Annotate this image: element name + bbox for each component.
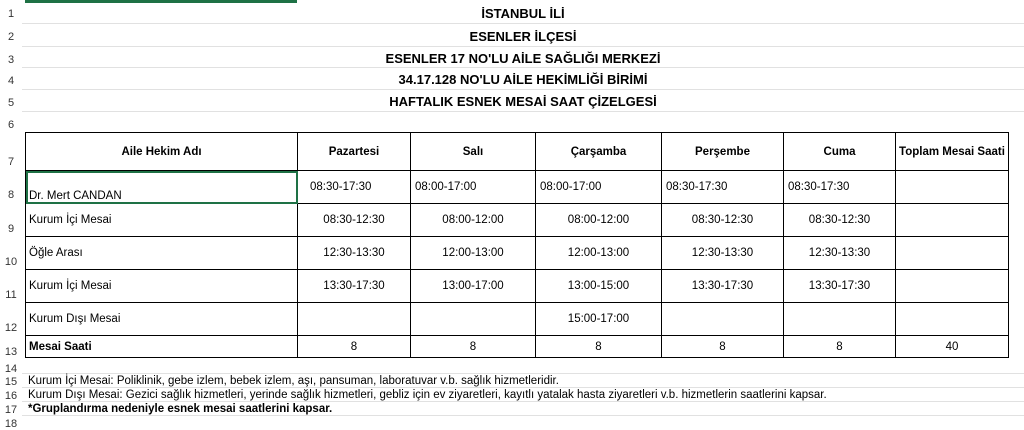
row-number[interactable]: 11: [5, 289, 17, 301]
header-friday[interactable]: Cuma: [784, 133, 896, 171]
table-row: [26, 303, 1009, 336]
table-cell[interactable]: 08:30-17:30: [662, 171, 784, 204]
title-district[interactable]: ESENLER İLÇESİ: [469, 29, 577, 44]
table-cell[interactable]: 13:00-17:00: [411, 270, 536, 303]
table-cell[interactable]: [896, 270, 1009, 303]
table-cell[interactable]: 8: [298, 336, 411, 358]
row-number[interactable]: 16: [4, 390, 18, 402]
row-number[interactable]: 2: [7, 31, 15, 43]
selection-highlight: [25, 0, 297, 3]
table-cell[interactable]: [662, 303, 784, 336]
table-cell[interactable]: 8: [411, 336, 536, 358]
total-row: [26, 336, 1009, 358]
schedule-table: [25, 132, 1009, 358]
table-cell[interactable]: [784, 303, 896, 336]
table-cell[interactable]: 08:00-12:00: [536, 204, 662, 237]
note-grouping[interactable]: *Gruplandırma nedeniyle esnek mesai saatlerini kapsar.: [28, 403, 333, 415]
table-cell[interactable]: 13:00-15:00: [536, 270, 662, 303]
table-cell[interactable]: 8: [784, 336, 896, 358]
table-cell[interactable]: [896, 303, 1009, 336]
header-physician-name[interactable]: Aile Hekim Adı: [26, 133, 298, 171]
table-cell[interactable]: 13:30-17:30: [298, 270, 411, 303]
header-monday[interactable]: Pazartesi: [298, 133, 411, 171]
row-number[interactable]: 5: [7, 97, 15, 109]
grid-line: [22, 111, 1024, 112]
row-number[interactable]: 17: [4, 404, 18, 416]
note-internal-hours[interactable]: Kurum İçi Mesai: Poliklinik, gebe izlem, bebek izlem, aşı, pansuman, laboratuvar v.b. sağlık hizmetleridir.: [28, 375, 559, 387]
row-number[interactable]: 14: [4, 363, 18, 375]
table-row: [26, 237, 1009, 270]
row-label-cell[interactable]: Öğle Arası: [26, 237, 298, 270]
table-cell[interactable]: 8: [662, 336, 784, 358]
title-schedule[interactable]: HAFTALIK ESNEK MESAİ SAAT ÇİZELGESİ: [389, 94, 657, 109]
title-unit[interactable]: 34.17.128 NO'LU AİLE HEKİMLİĞİ BİRİMİ: [398, 72, 648, 87]
table-row: [26, 204, 1009, 237]
table-row: [26, 270, 1009, 303]
table-row: [26, 171, 1009, 204]
table-cell[interactable]: 08:00-17:00: [536, 171, 662, 204]
table-cell[interactable]: 08:30-12:30: [298, 204, 411, 237]
grid-line: [22, 23, 1024, 24]
grid-line: [22, 387, 1024, 388]
table-cell[interactable]: [896, 204, 1009, 237]
row-number[interactable]: 7: [7, 156, 15, 168]
header-row: [26, 133, 1009, 171]
row-number[interactable]: 1: [7, 8, 15, 20]
table-cell[interactable]: [298, 303, 411, 336]
row-number[interactable]: 6: [7, 119, 15, 131]
table-cell[interactable]: 12:00-13:00: [536, 237, 662, 270]
grid-line: [22, 89, 1024, 90]
table-cell[interactable]: 13:30-17:30: [784, 270, 896, 303]
table-cell[interactable]: 08:30-17:30: [298, 171, 411, 204]
table-cell[interactable]: 8: [536, 336, 662, 358]
table-cell[interactable]: 08:00-12:00: [411, 204, 536, 237]
header-thursday[interactable]: Perşembe: [662, 133, 784, 171]
note-external-hours[interactable]: Kurum Dışı Mesai: Gezici sağlık hizmetleri, yerinde sağlık hizmetleri, gebliz için ev ziyaretleri, kayıtlı yatalak hasta ziyaretleri v.b. hizmetlerin saatlerini kapsar.: [28, 389, 827, 401]
table-cell[interactable]: 08:00-17:00: [411, 171, 536, 204]
table-cell[interactable]: [411, 303, 536, 336]
grid-line: [22, 46, 1024, 47]
title-province[interactable]: İSTANBUL İLİ: [481, 6, 565, 21]
row-label-cell[interactable]: Kurum Dışı Mesai: [26, 303, 298, 336]
row-number[interactable]: 15: [4, 376, 18, 388]
title-center[interactable]: ESENLER 17 NO'LU AİLE SAĞLIĞI MERKEZİ: [385, 51, 661, 66]
row-label-cell[interactable]: Mesai Saati: [26, 336, 298, 358]
row-label-cell[interactable]: Kurum İçi Mesai: [26, 204, 298, 237]
row-label-cell[interactable]: Kurum İçi Mesai: [26, 270, 298, 303]
grid-line: [22, 67, 1024, 68]
row-number[interactable]: 12: [4, 322, 18, 334]
row-number[interactable]: 9: [7, 223, 15, 235]
grid-line: [22, 415, 1024, 416]
grid-line: [22, 373, 1024, 374]
row-number[interactable]: 3: [7, 54, 15, 66]
table-cell[interactable]: 40: [896, 336, 1009, 358]
row-number[interactable]: 8: [7, 189, 15, 201]
table-cell[interactable]: 12:30-13:30: [784, 237, 896, 270]
table-cell[interactable]: 08:30-12:30: [662, 204, 784, 237]
header-tuesday[interactable]: Salı: [411, 133, 536, 171]
row-number[interactable]: 10: [4, 256, 18, 268]
physician-name-cell[interactable]: Dr. Mert CANDAN: [26, 171, 298, 204]
row-number[interactable]: 4: [7, 75, 15, 87]
table-cell[interactable]: [896, 237, 1009, 270]
row-number[interactable]: 18: [4, 418, 18, 430]
table-cell[interactable]: 12:30-13:30: [298, 237, 411, 270]
table-cell[interactable]: 15:00-17:00: [536, 303, 662, 336]
row-number[interactable]: 13: [4, 346, 18, 358]
table-cell[interactable]: 12:00-13:00: [411, 237, 536, 270]
table-cell[interactable]: 12:30-13:30: [662, 237, 784, 270]
row-header-column: [0, 0, 22, 428]
table-cell[interactable]: 08:30-12:30: [784, 204, 896, 237]
header-wednesday[interactable]: Çarşamba: [536, 133, 662, 171]
table-cell[interactable]: 08:30-17:30: [784, 171, 896, 204]
grid-line: [22, 401, 1024, 402]
table-cell[interactable]: 13:30-17:30: [662, 270, 784, 303]
header-total-hours[interactable]: Toplam Mesai Saati: [896, 133, 1009, 171]
table-cell[interactable]: [896, 171, 1009, 204]
